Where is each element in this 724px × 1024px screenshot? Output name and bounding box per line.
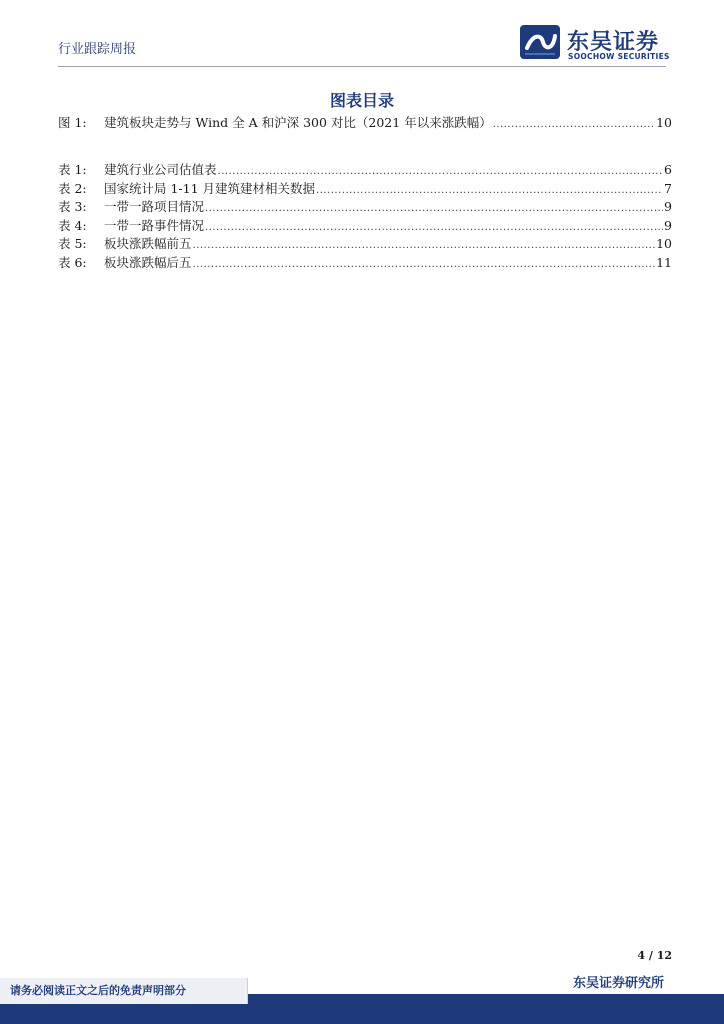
- toc-leader-dots: [316, 181, 663, 196]
- toc-title: 图表目录: [329, 91, 394, 110]
- toc-entry-number: 表 6:: [58, 254, 87, 270]
- logo-chinese-name: 东吴证券: [567, 30, 660, 55]
- toc-entry-title: 一带一路事件情况: [104, 217, 205, 233]
- toc-leader-dots: [493, 115, 655, 130]
- toc-entry-title: 板块涨跌幅前五: [104, 236, 192, 251]
- toc-entry-table-5[interactable]: [58, 234, 672, 253]
- toc-entry-table-3[interactable]: [58, 197, 672, 216]
- toc-entry-number: 表 2:: [58, 180, 87, 196]
- toc-entry-page: 9: [664, 199, 672, 214]
- toc-entry-table-4[interactable]: [58, 216, 672, 235]
- toc-entry-number: 图 1:: [58, 115, 87, 130]
- toc-entry-number: 表 4:: [58, 217, 87, 233]
- toc-entry-page: 6: [664, 162, 672, 177]
- toc-entry-page: 10: [656, 236, 672, 251]
- toc-entry-table-1[interactable]: [58, 160, 672, 179]
- toc-leader-dots: [193, 236, 656, 251]
- toc-entry-page: 7: [664, 180, 672, 196]
- toc-entry-title: 建筑板块走势与 Wind 全 A 和沪深 300 对比（2021 年以来涨跌幅）: [104, 115, 492, 130]
- toc-entry-title: 建筑行业公司估值表: [104, 162, 217, 177]
- footer-institute-name: 东吴证券研究所: [572, 976, 664, 991]
- header-divider: [58, 66, 666, 67]
- toc-entry-table-6[interactable]: [58, 253, 672, 272]
- logo-english-name: SOOCHOW SECURITIES: [568, 52, 670, 61]
- toc-leader-dots: [193, 255, 656, 270]
- toc-entry-figure-1[interactable]: [58, 113, 672, 132]
- report-type-label: 行业跟踪周报: [58, 42, 137, 57]
- footer-disclaimer: 请务必阅读正文之后的免责声明部分: [0, 978, 248, 1004]
- page-number: 4 / 12: [637, 949, 672, 962]
- toc-entry-number: 表 5:: [58, 236, 87, 251]
- table-list: [58, 160, 672, 271]
- toc-leader-dots: [205, 199, 663, 214]
- toc-entry-page: 10: [656, 115, 672, 130]
- soochow-logo-icon: [519, 24, 561, 60]
- toc-entry-page: 9: [664, 217, 672, 233]
- company-logo: [519, 24, 679, 64]
- toc-entry-number: 表 1:: [58, 162, 87, 177]
- toc-leader-dots: [218, 162, 664, 177]
- figure-list: [58, 113, 672, 132]
- toc-leader-dots: [205, 218, 663, 233]
- toc-entry-title: 一带一路项目情况: [104, 199, 205, 214]
- toc-entry-number: 表 3:: [58, 199, 87, 214]
- toc-entry-table-2[interactable]: [58, 179, 672, 198]
- toc-entry-title: 板块涨跌幅后五: [104, 254, 192, 270]
- toc-entry-page: 11: [656, 254, 672, 270]
- toc-entry-title: 国家统计局 1-11 月建筑建材相关数据: [104, 180, 316, 196]
